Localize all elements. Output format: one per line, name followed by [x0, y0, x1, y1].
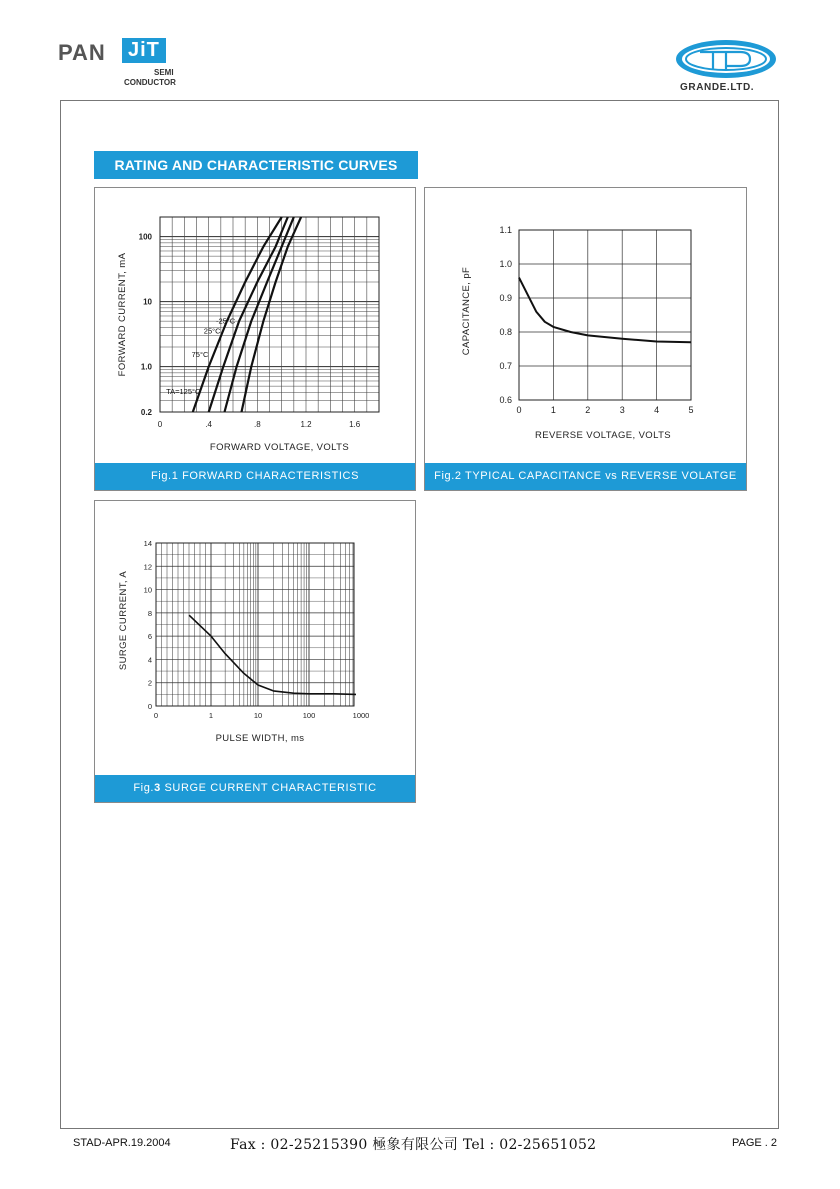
panjit-logo-text-left: PAN [58, 40, 106, 65]
figure-3-panel [94, 500, 416, 803]
figure-1-panel [94, 187, 416, 491]
x-tick-label: 4 [654, 405, 660, 415]
series-line [225, 217, 294, 412]
x-tick-label: 10 [253, 711, 263, 720]
panjit-logo-text-right: JiT [122, 38, 166, 63]
y-tick-label: 1.0 [499, 259, 512, 269]
x-tick-label: 1.6 [349, 420, 361, 429]
y-tick-label: 1.1 [499, 225, 512, 235]
y-tick-label: 8 [147, 608, 152, 618]
panjit-logo [58, 38, 188, 92]
y-axis-label: FORWARD CURRENT, mA [117, 252, 128, 377]
x-tick-label: 0 [153, 711, 159, 720]
y-tick-label: 1.0 [140, 362, 152, 372]
footer-contact: Fax : 02-25215390 極象有限公司 Tel : 02-25651052 [230, 1137, 597, 1153]
x-tick-label: 100 [302, 711, 316, 720]
y-tick-label: 14 [143, 539, 152, 548]
y-tick-label: 100 [138, 232, 152, 242]
y-tick-label: 10 [143, 297, 152, 307]
x-tick-label: 2 [585, 405, 591, 415]
footer-doc-id: STAD-APR.19.2004 [73, 1137, 171, 1149]
y-tick-label: 0.2 [140, 408, 152, 417]
y-axis-label: CAPACITANCE, pF [461, 266, 472, 356]
capacitance-chart [425, 188, 746, 464]
y-tick-label: 10 [143, 585, 152, 595]
x-tick-label: .4 [205, 420, 213, 429]
series-line [193, 217, 282, 412]
y-tick-label: 2 [147, 678, 152, 688]
panjit-logo-sub2: CONDUCTOR [124, 78, 176, 87]
figure-3-caption-prefix: Fig. [133, 782, 155, 794]
x-tick-label: 1 [208, 711, 214, 720]
x-tick-label: .8 [253, 420, 261, 429]
series-label: -25°C [215, 316, 236, 326]
figure-2-panel [424, 187, 747, 491]
section-title: RATING AND CHARACTERISTIC CURVES [94, 151, 418, 179]
x-tick-label: 5 [688, 405, 694, 415]
panjit-logo-sub1: SEMI [154, 68, 174, 77]
x-axis-label: PULSE WIDTH, ms [215, 733, 305, 744]
y-tick-label: 0 [147, 702, 152, 711]
series-label: 75°C [191, 350, 209, 360]
figure-3-caption-number: 3 [154, 782, 161, 794]
x-tick-label: 3 [619, 405, 625, 415]
y-tick-label: 12 [143, 562, 152, 572]
y-tick-label: 0.7 [499, 361, 512, 371]
y-tick-label: 0.8 [499, 327, 512, 337]
series-line [519, 278, 691, 343]
x-tick-label: 1.2 [300, 420, 312, 429]
figure-3-caption [95, 775, 415, 802]
series-line [242, 217, 302, 412]
x-tick-label: 1 [550, 405, 556, 415]
surge-current-chart [95, 501, 415, 776]
grande-logo-mark [674, 38, 778, 80]
plot-border [519, 230, 691, 400]
series-label: 25°C [203, 326, 221, 336]
x-tick-label: 0 [157, 420, 163, 429]
forward-characteristics-chart [95, 188, 415, 464]
x-axis-label: FORWARD VOLTAGE, VOLTS [209, 442, 350, 453]
figure-2-caption: Fig.2 TYPICAL CAPACITANCE vs REVERSE VOLATGE [425, 463, 746, 490]
x-tick-label: 0 [516, 405, 522, 415]
y-axis-label: SURGE CURRENT, A [118, 570, 129, 671]
series-label: TA=125°C [166, 386, 201, 396]
y-tick-label: 0.6 [499, 395, 512, 405]
y-tick-label: 6 [147, 632, 152, 642]
y-tick-label: 0.9 [499, 293, 512, 303]
grande-logo [672, 38, 782, 94]
footer-page-number: PAGE . 2 [732, 1137, 778, 1149]
x-tick-label: 1000 [352, 711, 370, 720]
grande-logo-text: GRANDE.LTD. [680, 82, 755, 93]
figure-1-caption: Fig.1 FORWARD CHARACTERISTICS [95, 463, 415, 490]
figure-3-caption-rest: SURGE CURRENT CHARACTERISTIC [160, 782, 377, 794]
y-tick-label: 4 [147, 655, 152, 665]
x-axis-label: REVERSE VOLTAGE, VOLTS [534, 430, 672, 441]
